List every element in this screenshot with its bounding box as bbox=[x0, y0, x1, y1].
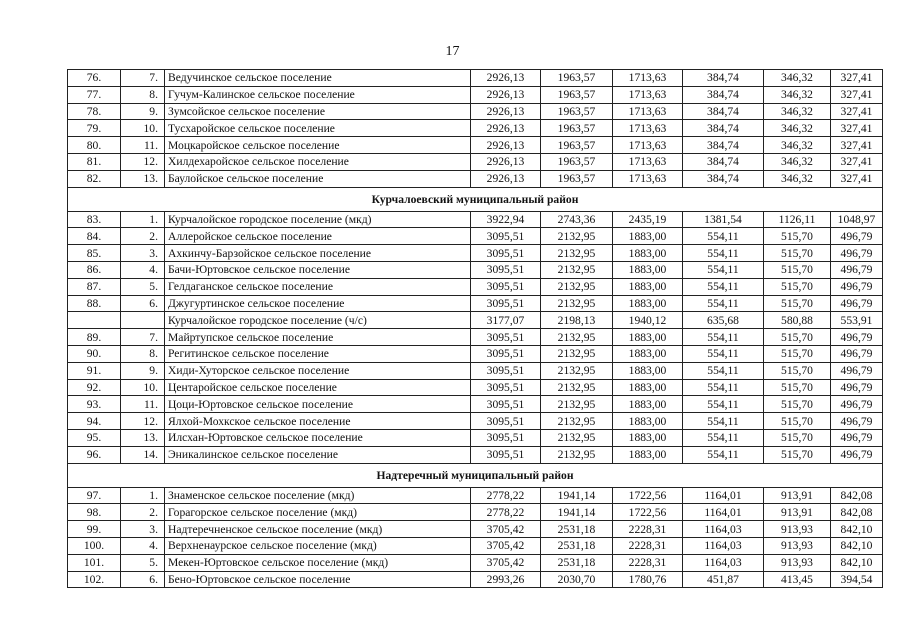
row-number: 97. bbox=[68, 487, 121, 504]
value-cell: 1713,63 bbox=[613, 86, 683, 103]
value-cell: 1713,63 bbox=[613, 120, 683, 137]
value-cell: 913,93 bbox=[764, 554, 831, 571]
value-cell: 913,91 bbox=[764, 504, 831, 521]
value-cell: 3922,94 bbox=[471, 211, 541, 228]
settlement-name: Центаройское сельское поселение bbox=[165, 379, 471, 396]
row-number: 101. bbox=[68, 554, 121, 571]
value-cell: 2228,31 bbox=[613, 537, 683, 554]
table-row bbox=[68, 554, 883, 571]
value-cell: 1963,57 bbox=[541, 170, 613, 187]
row-number: 81. bbox=[68, 153, 121, 170]
table-row bbox=[68, 137, 883, 154]
value-cell: 1883,00 bbox=[613, 429, 683, 446]
value-cell: 1883,00 bbox=[613, 396, 683, 413]
row-number: 84. bbox=[68, 228, 121, 245]
value-cell: 496,79 bbox=[831, 329, 883, 346]
settlement-name: Хиди-Хуторское сельское поселение bbox=[165, 362, 471, 379]
settlement-name: Джугуртинское сельское поселение bbox=[165, 295, 471, 312]
value-cell: 2926,13 bbox=[471, 153, 541, 170]
value-cell: 515,70 bbox=[764, 278, 831, 295]
value-cell: 1164,03 bbox=[683, 537, 764, 554]
value-cell: 2198,13 bbox=[541, 312, 613, 329]
value-cell: 2743,36 bbox=[541, 211, 613, 228]
value-cell: 842,08 bbox=[831, 504, 883, 521]
value-cell: 3705,42 bbox=[471, 537, 541, 554]
table-row bbox=[68, 504, 883, 521]
row-number: 90. bbox=[68, 345, 121, 362]
row-number: 96. bbox=[68, 446, 121, 463]
value-cell: 515,70 bbox=[764, 261, 831, 278]
settlement-name: Курчалойское городское поселение (ч/с) bbox=[165, 312, 471, 329]
value-cell: 384,74 bbox=[683, 86, 764, 103]
table-row bbox=[68, 120, 883, 137]
value-cell: 1713,63 bbox=[613, 170, 683, 187]
value-cell: 496,79 bbox=[831, 446, 883, 463]
row-subnumber: 10. bbox=[121, 120, 165, 137]
row-number: 102. bbox=[68, 571, 121, 588]
value-cell: 1048,97 bbox=[831, 211, 883, 228]
row-subnumber: 6. bbox=[121, 295, 165, 312]
value-cell: 1883,00 bbox=[613, 261, 683, 278]
value-cell: 515,70 bbox=[764, 446, 831, 463]
value-cell: 2926,13 bbox=[471, 170, 541, 187]
table-row bbox=[68, 228, 883, 245]
value-cell: 635,68 bbox=[683, 312, 764, 329]
value-cell: 515,70 bbox=[764, 245, 831, 262]
value-cell: 1713,63 bbox=[613, 103, 683, 120]
value-cell: 3095,51 bbox=[471, 295, 541, 312]
row-subnumber: 9. bbox=[121, 103, 165, 120]
row-subnumber: 4. bbox=[121, 537, 165, 554]
settlement-name: Мекен-Юртовское сельское поселение (мкд) bbox=[165, 554, 471, 571]
table-row bbox=[68, 103, 883, 120]
value-cell: 346,32 bbox=[764, 86, 831, 103]
value-cell: 554,11 bbox=[683, 362, 764, 379]
value-cell: 2132,95 bbox=[541, 245, 613, 262]
value-cell: 1940,12 bbox=[613, 312, 683, 329]
settlement-name: Знаменское сельское поселение (мкд) bbox=[165, 487, 471, 504]
value-cell: 1963,57 bbox=[541, 103, 613, 120]
value-cell: 1722,56 bbox=[613, 504, 683, 521]
row-number: 79. bbox=[68, 120, 121, 137]
value-cell: 842,10 bbox=[831, 521, 883, 538]
settlement-name: Верхненаурское сельское поселение (мкд) bbox=[165, 537, 471, 554]
value-cell: 913,91 bbox=[764, 487, 831, 504]
row-number: 91. bbox=[68, 362, 121, 379]
value-cell: 554,11 bbox=[683, 228, 764, 245]
value-cell: 1164,01 bbox=[683, 504, 764, 521]
settlement-name: Горагорское сельское поселение (мкд) bbox=[165, 504, 471, 521]
value-cell: 3095,51 bbox=[471, 345, 541, 362]
value-cell: 3095,51 bbox=[471, 379, 541, 396]
value-cell: 515,70 bbox=[764, 379, 831, 396]
row-number bbox=[68, 312, 121, 329]
value-cell: 1941,14 bbox=[541, 504, 613, 521]
row-subnumber: 5. bbox=[121, 554, 165, 571]
settlement-name: Илсхан-Юртовское сельское поселение bbox=[165, 429, 471, 446]
value-cell: 2531,18 bbox=[541, 521, 613, 538]
value-cell: 384,74 bbox=[683, 120, 764, 137]
value-cell: 1963,57 bbox=[541, 86, 613, 103]
table-row bbox=[68, 329, 883, 346]
value-cell: 515,70 bbox=[764, 413, 831, 430]
table-row bbox=[68, 261, 883, 278]
section-header-row bbox=[68, 187, 883, 211]
row-number: 82. bbox=[68, 170, 121, 187]
value-cell: 327,41 bbox=[831, 153, 883, 170]
value-cell: 327,41 bbox=[831, 137, 883, 154]
row-number: 86. bbox=[68, 261, 121, 278]
settlement-name: Ахкинчу-Барзойское сельское поселение bbox=[165, 245, 471, 262]
value-cell: 3095,51 bbox=[471, 413, 541, 430]
table-row bbox=[68, 86, 883, 103]
table-row bbox=[68, 379, 883, 396]
value-cell: 327,41 bbox=[831, 170, 883, 187]
row-number: 87. bbox=[68, 278, 121, 295]
table-row bbox=[68, 153, 883, 170]
value-cell: 327,41 bbox=[831, 70, 883, 87]
table-row bbox=[68, 571, 883, 588]
value-cell: 2132,95 bbox=[541, 329, 613, 346]
row-subnumber: 8. bbox=[121, 86, 165, 103]
value-cell: 384,74 bbox=[683, 70, 764, 87]
value-cell: 554,11 bbox=[683, 329, 764, 346]
value-cell: 1963,57 bbox=[541, 153, 613, 170]
value-cell: 394,54 bbox=[831, 571, 883, 588]
table-row bbox=[68, 413, 883, 430]
section-title: Курчалоевский муниципальный район bbox=[68, 187, 883, 211]
row-subnumber: 13. bbox=[121, 170, 165, 187]
settlement-name: Ведучинское сельское поселение bbox=[165, 70, 471, 87]
value-cell: 2531,18 bbox=[541, 554, 613, 571]
value-cell: 1883,00 bbox=[613, 228, 683, 245]
row-subnumber: 14. bbox=[121, 446, 165, 463]
value-cell: 384,74 bbox=[683, 153, 764, 170]
value-cell: 346,32 bbox=[764, 103, 831, 120]
table-row bbox=[68, 429, 883, 446]
value-cell: 554,11 bbox=[683, 345, 764, 362]
value-cell: 554,11 bbox=[683, 295, 764, 312]
settlement-name: Тусхаройское сельское поселение bbox=[165, 120, 471, 137]
value-cell: 2132,95 bbox=[541, 261, 613, 278]
table-row bbox=[68, 521, 883, 538]
value-cell: 515,70 bbox=[764, 345, 831, 362]
row-number: 93. bbox=[68, 396, 121, 413]
row-subnumber: 6. bbox=[121, 571, 165, 588]
value-cell: 842,10 bbox=[831, 537, 883, 554]
section-title: Надтеречный муниципальный район bbox=[68, 463, 883, 487]
settlement-name: Зумсойское сельское поселение bbox=[165, 103, 471, 120]
row-number: 88. bbox=[68, 295, 121, 312]
settlement-name: Эникалинское сельское поселение bbox=[165, 446, 471, 463]
value-cell: 2926,13 bbox=[471, 137, 541, 154]
value-cell: 2132,95 bbox=[541, 446, 613, 463]
row-subnumber: 5. bbox=[121, 278, 165, 295]
value-cell: 1722,56 bbox=[613, 487, 683, 504]
table-row bbox=[68, 537, 883, 554]
row-number: 99. bbox=[68, 521, 121, 538]
value-cell: 2132,95 bbox=[541, 379, 613, 396]
table-row bbox=[68, 345, 883, 362]
value-cell: 1883,00 bbox=[613, 245, 683, 262]
settlement-name: Баулойское сельское поселение bbox=[165, 170, 471, 187]
value-cell: 2132,95 bbox=[541, 429, 613, 446]
value-cell: 554,11 bbox=[683, 245, 764, 262]
value-cell: 327,41 bbox=[831, 120, 883, 137]
settlement-name: Бено-Юртовское сельское поселение bbox=[165, 571, 471, 588]
value-cell: 327,41 bbox=[831, 103, 883, 120]
value-cell: 2926,13 bbox=[471, 103, 541, 120]
value-cell: 1883,00 bbox=[613, 413, 683, 430]
table-row bbox=[68, 295, 883, 312]
value-cell: 3177,07 bbox=[471, 312, 541, 329]
row-subnumber: 7. bbox=[121, 329, 165, 346]
value-cell: 913,93 bbox=[764, 537, 831, 554]
value-cell: 3095,51 bbox=[471, 396, 541, 413]
settlement-tariff-table bbox=[67, 69, 883, 588]
row-number: 95. bbox=[68, 429, 121, 446]
value-cell: 1883,00 bbox=[613, 295, 683, 312]
value-cell: 554,11 bbox=[683, 278, 764, 295]
value-cell: 515,70 bbox=[764, 429, 831, 446]
value-cell: 1713,63 bbox=[613, 153, 683, 170]
value-cell: 515,70 bbox=[764, 329, 831, 346]
value-cell: 496,79 bbox=[831, 362, 883, 379]
value-cell: 3095,51 bbox=[471, 228, 541, 245]
row-subnumber: 1. bbox=[121, 211, 165, 228]
settlement-name: Курчалойское городское поселение (мкд) bbox=[165, 211, 471, 228]
value-cell: 496,79 bbox=[831, 429, 883, 446]
value-cell: 3705,42 bbox=[471, 554, 541, 571]
value-cell: 842,10 bbox=[831, 554, 883, 571]
value-cell: 554,11 bbox=[683, 429, 764, 446]
value-cell: 3095,51 bbox=[471, 362, 541, 379]
value-cell: 1164,01 bbox=[683, 487, 764, 504]
value-cell: 554,11 bbox=[683, 396, 764, 413]
value-cell: 2926,13 bbox=[471, 86, 541, 103]
value-cell: 2993,26 bbox=[471, 571, 541, 588]
value-cell: 1963,57 bbox=[541, 120, 613, 137]
value-cell: 413,45 bbox=[764, 571, 831, 588]
table-row bbox=[68, 70, 883, 87]
value-cell: 3095,51 bbox=[471, 429, 541, 446]
value-cell: 515,70 bbox=[764, 362, 831, 379]
value-cell: 2531,18 bbox=[541, 537, 613, 554]
value-cell: 346,32 bbox=[764, 153, 831, 170]
value-cell: 3095,51 bbox=[471, 261, 541, 278]
value-cell: 2132,95 bbox=[541, 228, 613, 245]
row-subnumber: 2. bbox=[121, 504, 165, 521]
row-subnumber: 11. bbox=[121, 137, 165, 154]
row-subnumber bbox=[121, 312, 165, 329]
value-cell: 1883,00 bbox=[613, 345, 683, 362]
value-cell: 496,79 bbox=[831, 261, 883, 278]
value-cell: 554,11 bbox=[683, 379, 764, 396]
value-cell: 2132,95 bbox=[541, 345, 613, 362]
settlement-name: Моцкаройское сельское поселение bbox=[165, 137, 471, 154]
row-subnumber: 2. bbox=[121, 228, 165, 245]
row-number: 77. bbox=[68, 86, 121, 103]
row-subnumber: 4. bbox=[121, 261, 165, 278]
table-body bbox=[68, 70, 883, 588]
value-cell: 2132,95 bbox=[541, 413, 613, 430]
settlement-name: Цоци-Юртовское сельское поселение bbox=[165, 396, 471, 413]
value-cell: 842,08 bbox=[831, 487, 883, 504]
row-subnumber: 7. bbox=[121, 70, 165, 87]
value-cell: 346,32 bbox=[764, 70, 831, 87]
value-cell: 384,74 bbox=[683, 137, 764, 154]
value-cell: 3095,51 bbox=[471, 329, 541, 346]
value-cell: 346,32 bbox=[764, 137, 831, 154]
row-subnumber: 12. bbox=[121, 153, 165, 170]
table-row bbox=[68, 170, 883, 187]
row-number: 94. bbox=[68, 413, 121, 430]
row-number: 80. bbox=[68, 137, 121, 154]
settlement-name: Надтеречненское сельское поселение (мкд) bbox=[165, 521, 471, 538]
value-cell: 1883,00 bbox=[613, 379, 683, 396]
row-subnumber: 9. bbox=[121, 362, 165, 379]
table-row bbox=[68, 312, 883, 329]
row-number: 100. bbox=[68, 537, 121, 554]
settlement-name: Ялхой-Мохкское сельское поселение bbox=[165, 413, 471, 430]
settlement-name: Аллеройское сельское поселение bbox=[165, 228, 471, 245]
table-row bbox=[68, 245, 883, 262]
value-cell: 3705,42 bbox=[471, 521, 541, 538]
value-cell: 496,79 bbox=[831, 295, 883, 312]
value-cell: 1381,54 bbox=[683, 211, 764, 228]
row-number: 78. bbox=[68, 103, 121, 120]
value-cell: 1780,76 bbox=[613, 571, 683, 588]
value-cell: 3095,51 bbox=[471, 446, 541, 463]
value-cell: 2228,31 bbox=[613, 554, 683, 571]
value-cell: 515,70 bbox=[764, 295, 831, 312]
value-cell: 1883,00 bbox=[613, 329, 683, 346]
row-number: 89. bbox=[68, 329, 121, 346]
value-cell: 554,11 bbox=[683, 446, 764, 463]
value-cell: 2228,31 bbox=[613, 521, 683, 538]
row-subnumber: 10. bbox=[121, 379, 165, 396]
value-cell: 515,70 bbox=[764, 228, 831, 245]
value-cell: 327,41 bbox=[831, 86, 883, 103]
settlement-name: Регитинское сельское поселение bbox=[165, 345, 471, 362]
value-cell: 496,79 bbox=[831, 413, 883, 430]
value-cell: 496,79 bbox=[831, 245, 883, 262]
row-number: 83. bbox=[68, 211, 121, 228]
value-cell: 3095,51 bbox=[471, 245, 541, 262]
row-number: 76. bbox=[68, 70, 121, 87]
value-cell: 2030,70 bbox=[541, 571, 613, 588]
settlement-name: Хилдехаройское сельское поселение bbox=[165, 153, 471, 170]
row-subnumber: 3. bbox=[121, 245, 165, 262]
settlement-name: Гучум-Калинское сельское поселение bbox=[165, 86, 471, 103]
table-row bbox=[68, 278, 883, 295]
value-cell: 2778,22 bbox=[471, 487, 541, 504]
value-cell: 1164,03 bbox=[683, 554, 764, 571]
value-cell: 1164,03 bbox=[683, 521, 764, 538]
value-cell: 1963,57 bbox=[541, 70, 613, 87]
table-row bbox=[68, 211, 883, 228]
value-cell: 2132,95 bbox=[541, 362, 613, 379]
value-cell: 496,79 bbox=[831, 345, 883, 362]
value-cell: 553,91 bbox=[831, 312, 883, 329]
value-cell: 554,11 bbox=[683, 261, 764, 278]
value-cell: 1126,11 bbox=[764, 211, 831, 228]
row-number: 98. bbox=[68, 504, 121, 521]
row-subnumber: 13. bbox=[121, 429, 165, 446]
value-cell: 2132,95 bbox=[541, 278, 613, 295]
value-cell: 554,11 bbox=[683, 413, 764, 430]
value-cell: 496,79 bbox=[831, 379, 883, 396]
value-cell: 384,74 bbox=[683, 103, 764, 120]
row-subnumber: 8. bbox=[121, 345, 165, 362]
value-cell: 1883,00 bbox=[613, 278, 683, 295]
value-cell: 2132,95 bbox=[541, 396, 613, 413]
value-cell: 2132,95 bbox=[541, 295, 613, 312]
row-subnumber: 3. bbox=[121, 521, 165, 538]
value-cell: 2435,19 bbox=[613, 211, 683, 228]
table-row bbox=[68, 446, 883, 463]
settlement-name: Бачи-Юртовское сельское поселение bbox=[165, 261, 471, 278]
value-cell: 2926,13 bbox=[471, 120, 541, 137]
value-cell: 1963,57 bbox=[541, 137, 613, 154]
value-cell: 496,79 bbox=[831, 228, 883, 245]
value-cell: 451,87 bbox=[683, 571, 764, 588]
settlement-name: Майртупское сельское поселение bbox=[165, 329, 471, 346]
value-cell: 1941,14 bbox=[541, 487, 613, 504]
value-cell: 346,32 bbox=[764, 120, 831, 137]
value-cell: 1713,63 bbox=[613, 70, 683, 87]
row-number: 92. bbox=[68, 379, 121, 396]
row-subnumber: 12. bbox=[121, 413, 165, 430]
value-cell: 913,93 bbox=[764, 521, 831, 538]
value-cell: 1883,00 bbox=[613, 362, 683, 379]
row-subnumber: 1. bbox=[121, 487, 165, 504]
value-cell: 496,79 bbox=[831, 278, 883, 295]
value-cell: 2926,13 bbox=[471, 70, 541, 87]
value-cell: 580,88 bbox=[764, 312, 831, 329]
settlement-name: Гелдаганское сельское поселение bbox=[165, 278, 471, 295]
value-cell: 496,79 bbox=[831, 396, 883, 413]
value-cell: 384,74 bbox=[683, 170, 764, 187]
table-row bbox=[68, 362, 883, 379]
value-cell: 3095,51 bbox=[471, 278, 541, 295]
value-cell: 1883,00 bbox=[613, 446, 683, 463]
table-row bbox=[68, 396, 883, 413]
table-row bbox=[68, 487, 883, 504]
value-cell: 2778,22 bbox=[471, 504, 541, 521]
page-number: 17 bbox=[445, 44, 460, 59]
value-cell: 515,70 bbox=[764, 396, 831, 413]
value-cell: 1713,63 bbox=[613, 137, 683, 154]
section-header-row bbox=[68, 463, 883, 487]
row-number: 85. bbox=[68, 245, 121, 262]
row-subnumber: 11. bbox=[121, 396, 165, 413]
value-cell: 346,32 bbox=[764, 170, 831, 187]
